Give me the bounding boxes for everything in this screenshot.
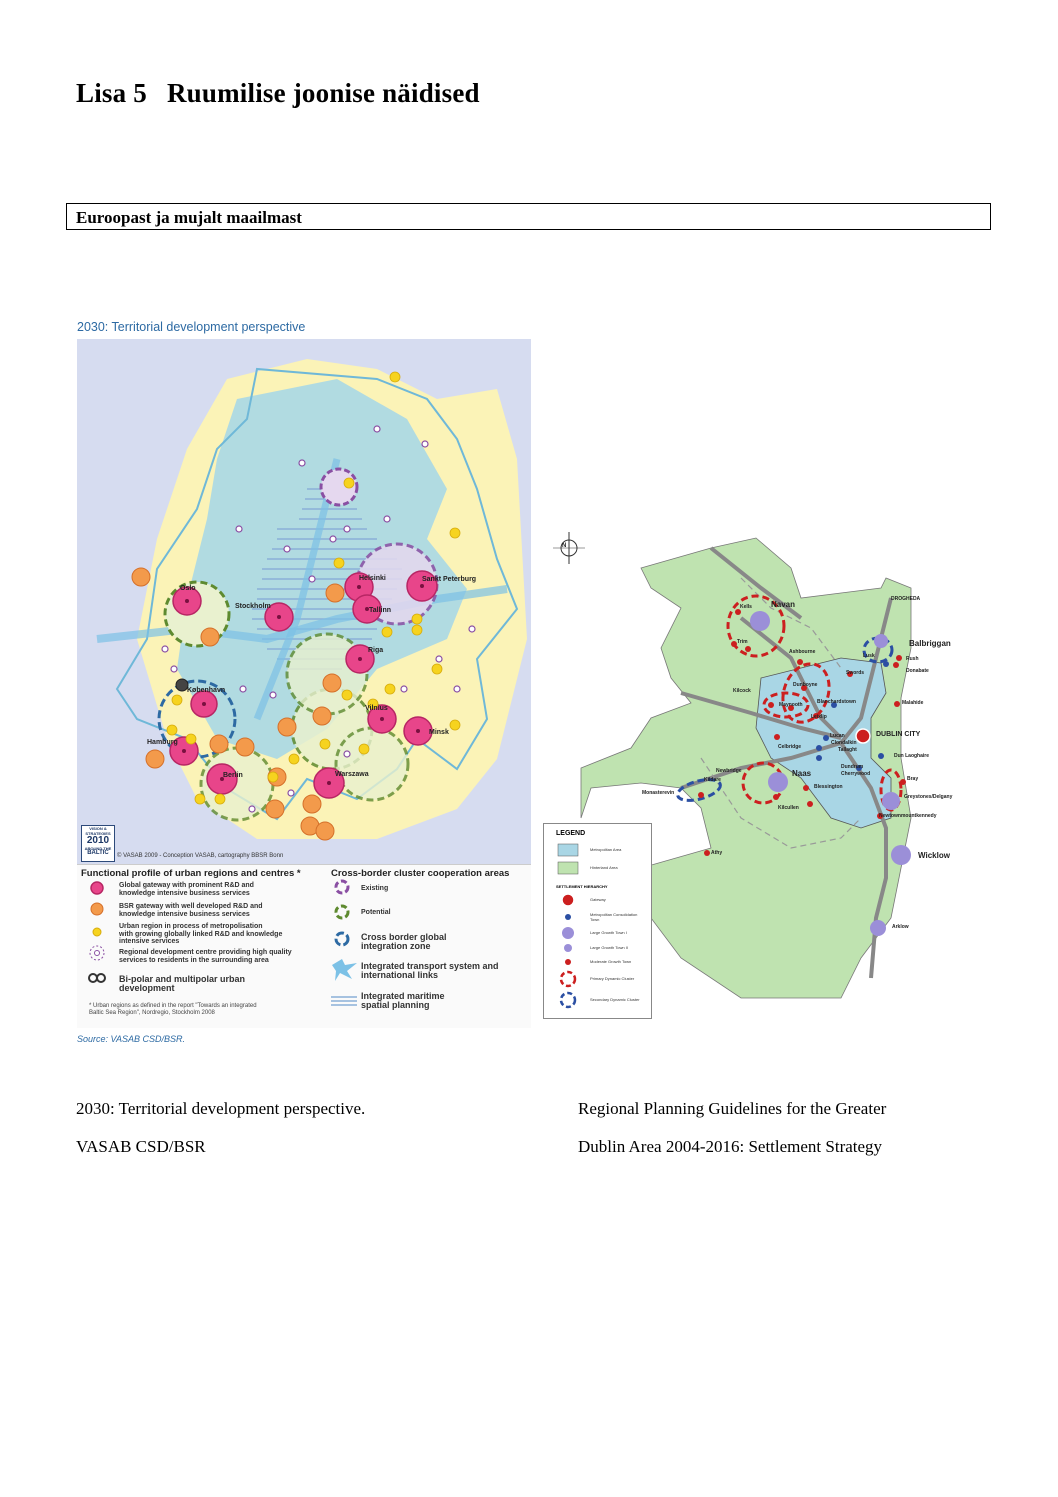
town-dunboyne: Dunboyne: [793, 682, 818, 688]
town-navan: Navan: [771, 600, 796, 609]
caption-left-line2: VASAB CSD/BSR: [76, 1137, 206, 1156]
dublin-legend: [543, 823, 652, 1019]
town-athy: Athy: [711, 850, 723, 856]
legend-global-gateway: Global gateway with prominent R&D and knowledge intensive business services: [119, 882, 254, 897]
town-newbridge: Newbridge: [716, 768, 742, 774]
city-label-tallinn: Tallinn: [369, 607, 392, 614]
town-dublin-city: DUBLIN CITY: [876, 731, 921, 738]
caption-right-line1: Regional Planning Guidelines for the Greater: [578, 1099, 887, 1118]
legend-large-growth-1: Large Growth Town I: [590, 930, 627, 935]
town-dun-laoghaire: Dun Laoghaire: [894, 753, 930, 759]
dublin-figure: [541, 518, 961, 1018]
town-kilcullen: Kilcullen: [778, 805, 799, 811]
town-celbridge: Celbridge: [778, 744, 802, 750]
caption-right-line2: Dublin Area 2004-2016: Settlement Strategy: [578, 1137, 883, 1156]
gateway-towns: [856, 729, 870, 743]
logo-line: AROUND THE: [84, 846, 112, 851]
logo-line: BALTIC: [87, 850, 109, 856]
legend-border-zone: Cross border global integration zone: [361, 932, 447, 951]
town-lusk: Lusk: [863, 653, 875, 659]
town-newtownmountkennedy: Newtownmountkennedy: [879, 813, 937, 819]
north-arrow-icon: [553, 532, 585, 564]
town-monasterevin: Monasterevin: [642, 790, 675, 796]
vasab-figure: [74, 318, 536, 1048]
town-swords: Swords: [846, 670, 865, 676]
city-label-minsk: Minsk: [429, 729, 449, 736]
section-heading-box: [66, 203, 991, 230]
section-heading: Euroopast ja mujalt maailmast: [76, 208, 302, 227]
legend-left-title: Functional profile of urban regions and centres *: [81, 868, 301, 879]
legend-metropolisation: Urban region in process of metropolisation with growing globally linked R&D and knowledge intensive services: [119, 923, 283, 945]
legend-gateway: Gateway: [590, 897, 606, 902]
town-trim: Trim: [737, 639, 748, 645]
vasab-map: [77, 339, 531, 864]
town-donabate: Donabate: [906, 668, 929, 674]
legend-consolidation-town: Metropolitan Consolidation Town: [590, 912, 638, 922]
city-label-stockholm: Stockholm: [235, 603, 271, 610]
city-label-st-petersburg: Sankt Peterburg: [422, 576, 477, 583]
town-wicklow: Wicklow: [918, 851, 950, 860]
town-bray: Bray: [907, 776, 919, 782]
town-ashbourne: Ashbourne: [789, 649, 816, 655]
legend-hierarchy-title: SETTLEMENT HIERARCHY: [556, 884, 608, 889]
town-kildare: Kildare: [704, 777, 721, 783]
vasab-legend: [77, 864, 531, 1028]
vasab-copyright: © VASAB 2009 - Conception VASAB, cartography BBSR Bonn: [117, 853, 284, 859]
town-arklow: Arklow: [892, 924, 909, 930]
city-label-riga: Riga: [368, 647, 384, 654]
appendix-number: Lisa 5: [76, 78, 147, 108]
town-tallaght: Tallaght: [838, 747, 857, 753]
legend-footnote: * Urban regions as defined in the report "Towards an integrated Baltic Sea Region", Nordregio, Stockholm 2008: [89, 1003, 257, 1016]
potential-cluster-warsaw: [336, 728, 408, 800]
vasab-source: Source: VASAB CSD/BSR.: [77, 1034, 186, 1044]
legend-bsr-gateway: BSR gateway with well developed R&D and knowledge intensive business services: [119, 903, 263, 918]
legend-large-growth-2: Large Growth Town II: [590, 945, 628, 950]
dublin-legend-title: LEGEND: [556, 830, 586, 837]
town-malahide: Malahide: [902, 700, 924, 706]
north-arrow-letter: N: [562, 543, 567, 549]
legend-existing: Existing: [361, 885, 389, 892]
town-blanchardstown: Blanchardstown: [817, 699, 856, 705]
town-drogheda: DROGHEDA: [891, 596, 921, 602]
legend-moderate-growth: Moderate Growth Town: [590, 959, 632, 964]
town-balbriggan: Balbriggan: [909, 639, 951, 648]
city-label-oslo: Oslo: [180, 585, 196, 592]
city-label-hamburg: Hamburg: [147, 739, 178, 746]
town-kilcock: Kilcock: [733, 688, 751, 694]
city-label-berlin: Berlin: [223, 772, 243, 779]
city-label-helsinki: Helsinki: [359, 575, 386, 582]
legend-hinterland-area: Hinterland Area: [590, 865, 618, 870]
legend-bipolar: Bi-polar and multipolar urban development: [119, 974, 246, 993]
town-greystones: Greystones/Delgany: [904, 794, 953, 800]
logo-line: VISION & STRATEGIES: [85, 826, 111, 836]
legend-regional-centre: Regional development centre providing high quality services to residents in the surrounding area: [119, 949, 292, 964]
appendix-title: Ruumilise joonise näidised: [166, 78, 480, 108]
page-title: [76, 78, 480, 109]
city-label-warszawa: Warszawa: [335, 771, 369, 778]
vasab-map-graphic: [77, 339, 531, 864]
town-maynooth: Maynooth: [779, 702, 803, 708]
city-label-vilnius: Vilnius: [365, 705, 388, 712]
town-leixlip: Leixlip: [811, 714, 827, 720]
town-cherrywood: Cherrywood: [841, 771, 871, 777]
town-clondalkin: Clondalkin: [831, 740, 857, 746]
city-label-kobenhavn: København: [187, 687, 226, 694]
legend-transport: Integrated transport system and international links: [361, 961, 499, 980]
town-naas: Naas: [792, 769, 812, 778]
town-lucan: Lucan: [830, 733, 845, 739]
legend-primary-cluster: Primary Dynamic Cluster: [590, 976, 635, 981]
legend-metropolitan-area: Metropolitan Area: [590, 847, 622, 852]
caption-left-line1: 2030: Territorial development perspective.: [76, 1099, 366, 1118]
legend-right-title: Cross-border cluster cooperation areas: [331, 868, 510, 879]
logo-year: 2010: [86, 835, 110, 846]
town-rush: Rush: [906, 656, 919, 662]
legend-secondary-cluster: Secondary Dynamic Cluster: [590, 997, 640, 1002]
town-dundrum: Dundrum: [841, 764, 864, 770]
town-kells: Kells: [740, 604, 752, 610]
legend-potential: Potential: [361, 909, 391, 916]
vasab-map-title: 2030: Territorial development perspective: [77, 320, 306, 334]
town-blessington: Blessington: [814, 784, 843, 790]
vasab-logo: [81, 825, 115, 862]
legend-maritime: Integrated maritime spatial planning: [361, 991, 445, 1010]
